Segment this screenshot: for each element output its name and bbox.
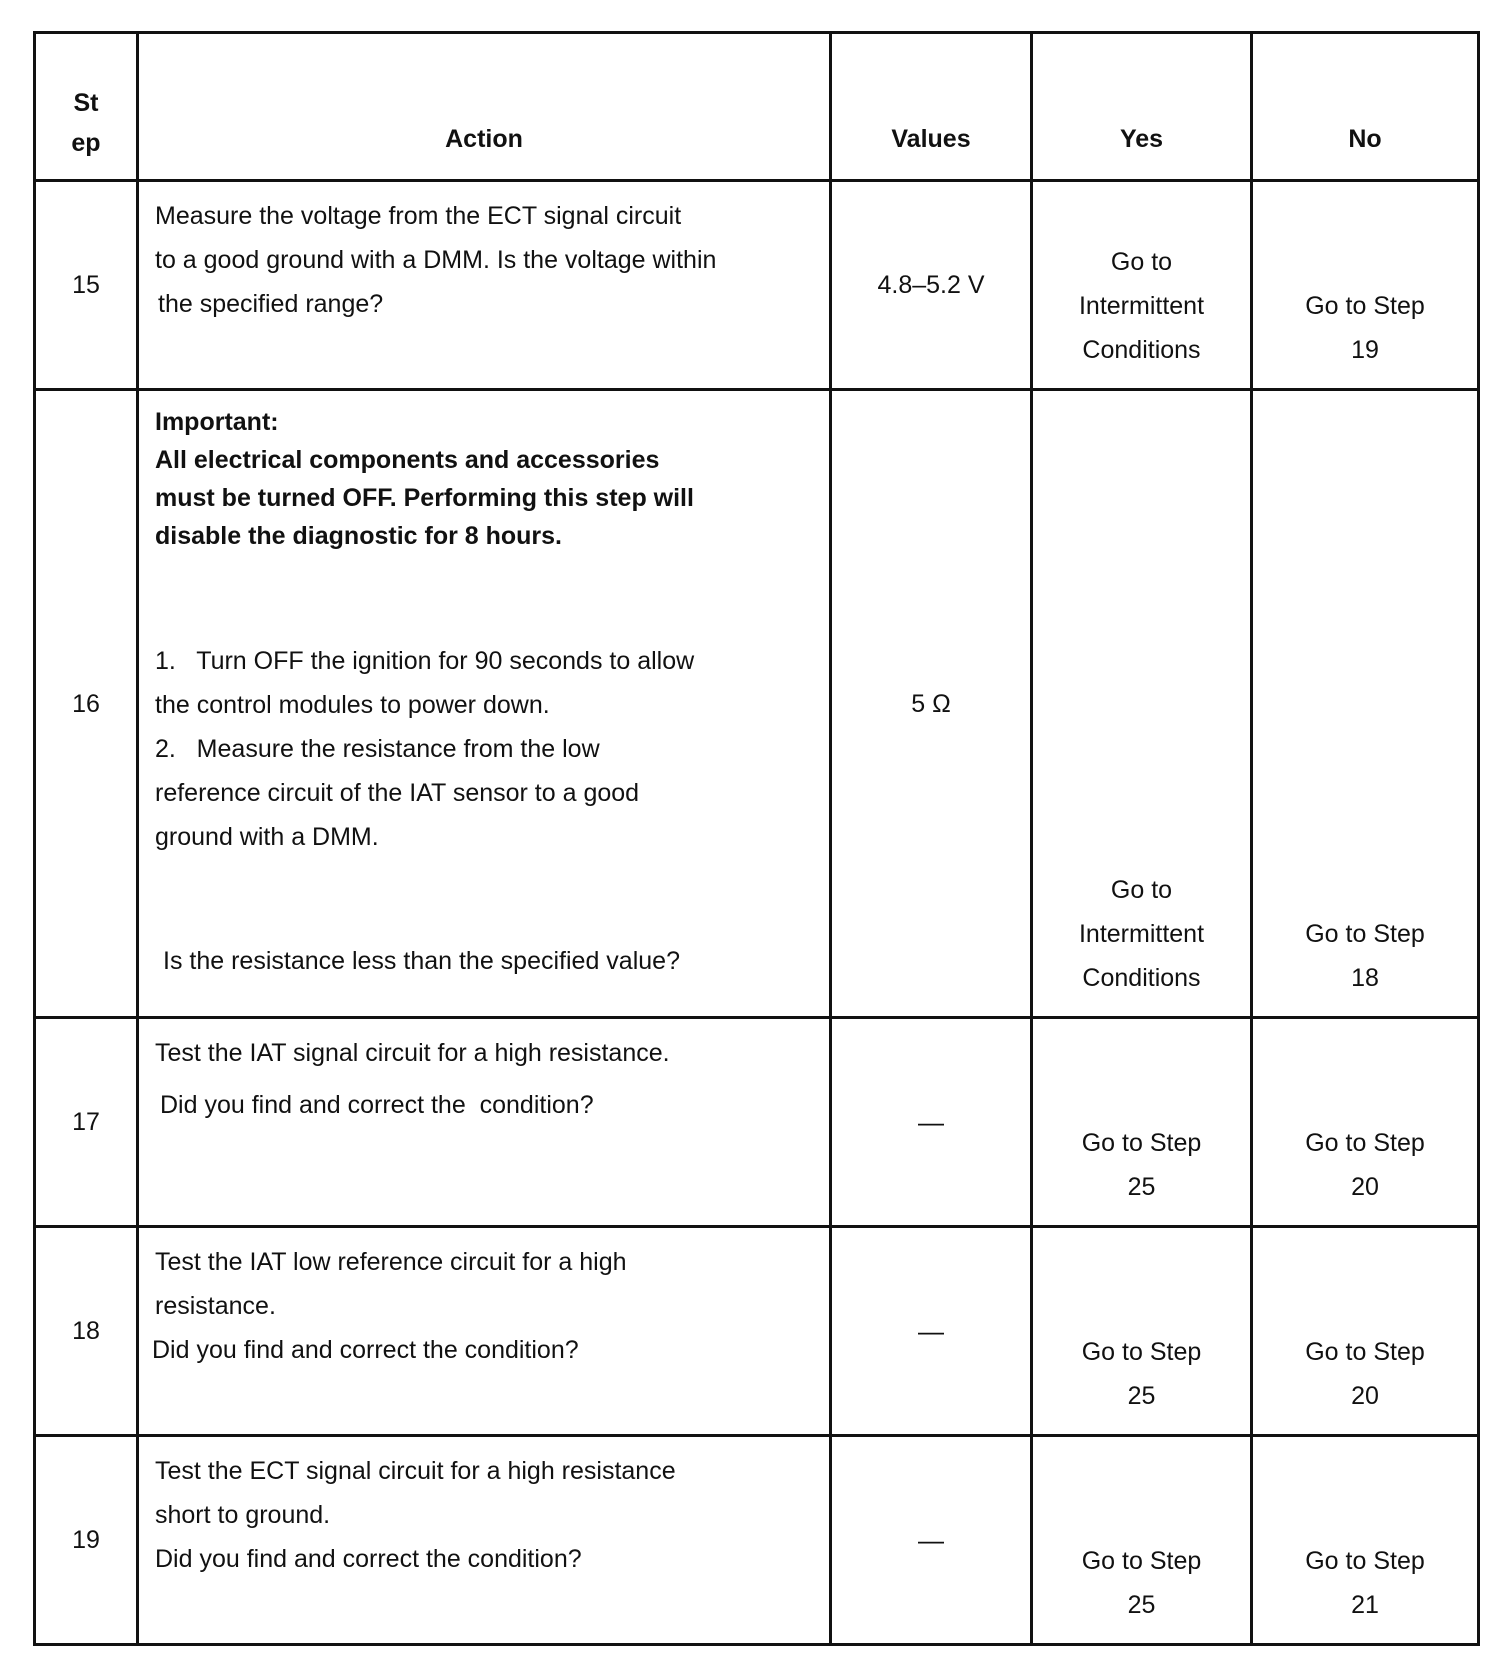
diagnostic-table — [33, 31, 1480, 1646]
value-cell: — — [831, 1227, 1032, 1436]
table-row — [35, 390, 1479, 1018]
table-row — [35, 1436, 1479, 1645]
action-line: 2. Measure the resistance from the low — [155, 735, 600, 763]
yes-line: 25 — [1127, 1173, 1156, 1201]
action-line: Did you find and correct the condition? — [152, 1336, 579, 1364]
no-cell — [1252, 1436, 1479, 1645]
yes-cell — [1032, 390, 1252, 1018]
header-row — [35, 33, 1479, 181]
action-cell — [138, 390, 831, 1018]
no-cell — [1252, 390, 1479, 1018]
action-line: ground with a DMM. — [155, 823, 379, 851]
action-line: resistance. — [155, 1292, 276, 1320]
action-cell — [138, 1018, 831, 1227]
step-number: 15 — [35, 181, 138, 390]
action-line: Test the IAT signal circuit for a high resistance. — [155, 1039, 670, 1067]
action-line: 1. Turn OFF the ignition for 90 seconds to allow — [155, 647, 695, 675]
yes-line: Intermittent — [1078, 292, 1205, 320]
action-line: Did you find and correct the condition? — [160, 1091, 594, 1119]
no-cell — [1252, 1227, 1479, 1436]
no-line: Go to Step — [1305, 1338, 1425, 1366]
action-line: reference circuit of the IAT sensor to a good — [155, 779, 640, 807]
header-action: Action — [138, 33, 831, 181]
yes-line: Intermittent — [1078, 920, 1205, 948]
action-cell — [138, 181, 831, 390]
no-line: 20 — [1351, 1382, 1379, 1410]
yes-line: Conditions — [1082, 964, 1201, 992]
yes-cell — [1032, 181, 1252, 390]
no-line: 18 — [1351, 964, 1379, 992]
action-line: to a good ground with a DMM. Is the voltage within — [155, 246, 717, 274]
header-no: No — [1252, 33, 1479, 181]
no-line: Go to Step — [1305, 292, 1425, 320]
header-step: St ep — [35, 33, 138, 181]
yes-line: Go to Step — [1081, 1547, 1202, 1575]
yes-line: 25 — [1127, 1591, 1156, 1619]
important-line: All electrical components and accessories — [155, 446, 660, 474]
value-cell: 4.8–5.2 V — [831, 181, 1032, 390]
no-line: Go to Step — [1305, 1129, 1425, 1157]
action-line: Test the IAT low reference circuit for a high — [155, 1248, 627, 1276]
no-cell — [1252, 1018, 1479, 1227]
action-cell — [138, 1436, 831, 1645]
no-line: 20 — [1351, 1173, 1379, 1201]
question-line: Is the resistance less than the specified value? — [163, 947, 680, 975]
spacer — [155, 555, 813, 639]
yes-line: 25 — [1127, 1382, 1156, 1410]
no-line: Go to Step — [1305, 920, 1425, 948]
action-line: the control modules to power down. — [155, 691, 550, 719]
important-label: Important: — [155, 408, 279, 436]
action-cell — [138, 1227, 831, 1436]
important-line: must be turned OFF. Performing this step will — [155, 484, 694, 512]
step-number: 19 — [35, 1436, 138, 1645]
no-line: Go to Step — [1305, 1547, 1425, 1575]
yes-line: Go to Step — [1081, 1129, 1202, 1157]
no-cell — [1252, 181, 1479, 390]
yes-line: Go to — [1110, 248, 1173, 276]
action-line: Test the ECT signal circuit for a high resistance — [155, 1457, 676, 1485]
table-row — [35, 181, 1479, 390]
yes-cell — [1032, 1227, 1252, 1436]
yes-cell — [1032, 1436, 1252, 1645]
step-number: 16 — [35, 390, 138, 1018]
step-number: 17 — [35, 1018, 138, 1227]
important-line: disable the diagnostic for 8 hours. — [155, 522, 563, 550]
table-row — [35, 1018, 1479, 1227]
action-line: Measure the voltage from the ECT signal circuit — [155, 202, 682, 230]
yes-line: Go to — [1110, 876, 1173, 904]
step-number: 18 — [35, 1227, 138, 1436]
yes-line: Go to Step — [1081, 1338, 1202, 1366]
no-line: 19 — [1351, 336, 1379, 364]
value-cell: 5 Ω — [831, 390, 1032, 1018]
yes-line: Conditions — [1082, 336, 1201, 364]
yes-cell — [1032, 1018, 1252, 1227]
action-line: the specified range? — [158, 290, 384, 318]
header-yes: Yes — [1032, 33, 1252, 181]
value-cell: — — [831, 1018, 1032, 1227]
no-line: 21 — [1351, 1591, 1379, 1619]
spacer — [155, 859, 813, 939]
header-values: Values — [831, 33, 1032, 181]
value-cell: — — [831, 1436, 1032, 1645]
action-line: Did you find and correct the condition? — [155, 1545, 582, 1573]
table-row — [35, 1227, 1479, 1436]
action-line: short to ground. — [155, 1501, 331, 1529]
